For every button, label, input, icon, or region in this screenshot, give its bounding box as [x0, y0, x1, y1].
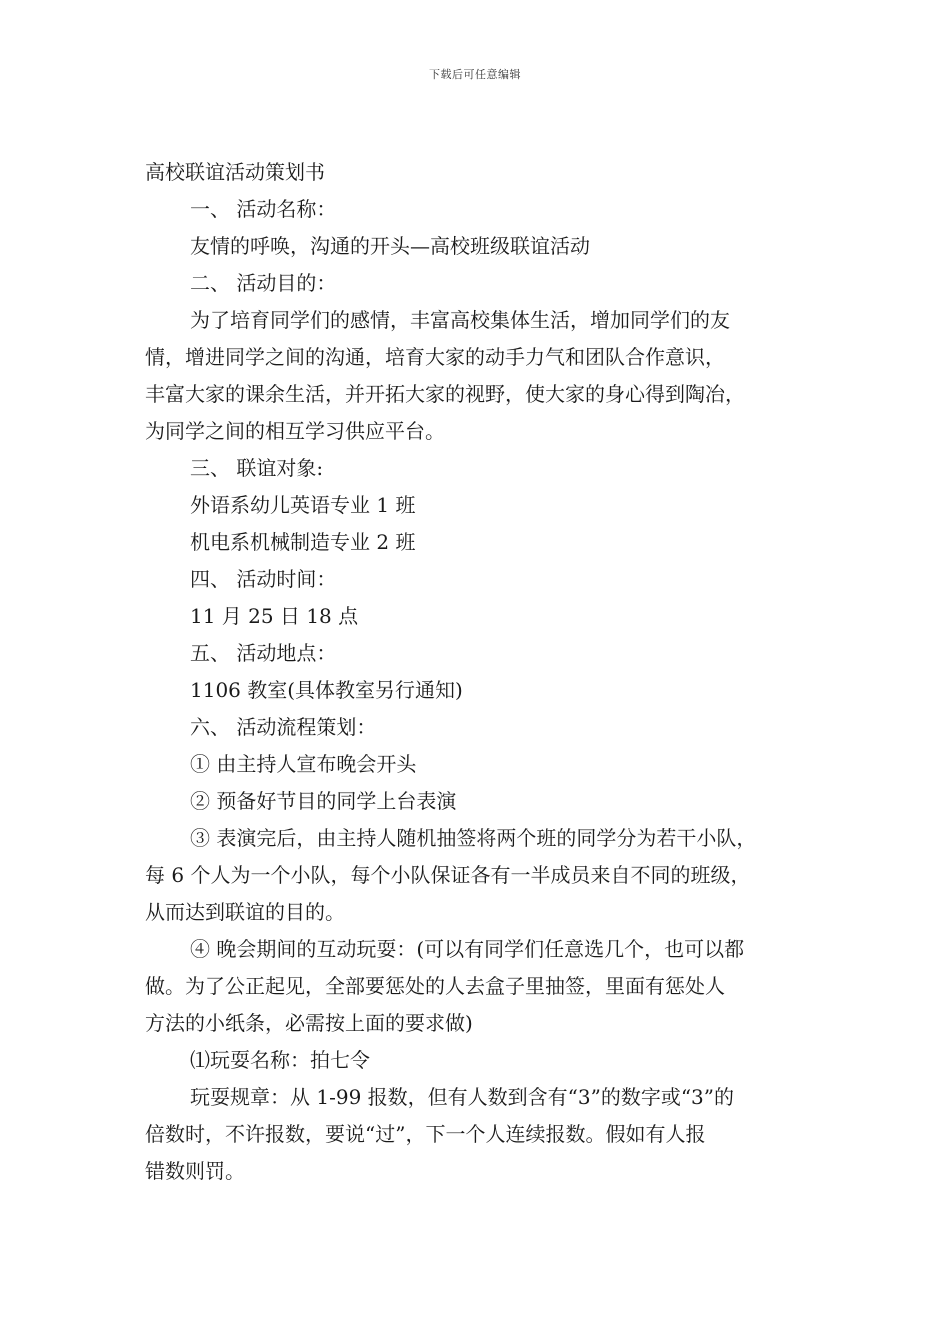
document-line: 四、 活动时间：	[190, 567, 337, 591]
document-line: ⑴玩耍名称：拍七令	[190, 1048, 370, 1072]
document-body	[145, 154, 810, 1190]
document-line: 为了培育同学们的感情，丰富高校集体生活，增加同学们的友	[190, 308, 730, 332]
document-line: 丰富大家的课余生活，并开拓大家的视野，使大家的身心得到陶冶，	[145, 382, 745, 406]
document-line: ② 预备好节目的同学上台表演	[190, 789, 457, 813]
document-line: ① 由主持人宣布晚会开头	[190, 752, 417, 776]
document-line: 机电系机械制造专业 2 班	[190, 530, 416, 554]
document-line: 做。为了公正起见，全部要惩处的人去盒子里抽签，里面有惩处人	[145, 974, 725, 998]
document-title: 高校联谊活动策划书	[145, 160, 325, 184]
document-lines	[145, 191, 810, 1190]
document-line: 玩耍规章：从 1-99 报数，但有人数到含有“3”的数字或“3”的	[190, 1085, 734, 1109]
document-line: 六、 活动流程策划：	[190, 715, 377, 739]
document-line: 方法的小纸条，必需按上面的要求做)	[145, 1011, 473, 1035]
document-line: 友情的呼唤，沟通的开头—高校班级联谊活动	[190, 234, 590, 258]
document-line: 倍数时，不许报数，要说“过”，下一个人连续报数。假如有人报	[145, 1122, 706, 1146]
document-line: 一、 活动名称：	[190, 197, 337, 221]
document-line: 每 6 个人为一个小队，每个小队保证各有一半成员来自不同的班级，	[145, 863, 751, 887]
document-line: 1106 教室(具体教室另行通知)	[190, 678, 463, 702]
document-line: 从而达到联谊的目的。	[145, 900, 345, 924]
document-line: 为同学之间的相互学习供应平台。	[145, 419, 445, 443]
document-line: 错数则罚。	[145, 1159, 245, 1183]
document-line: 五、 活动地点：	[190, 641, 337, 665]
document-line: 三、 联谊对象:	[190, 456, 324, 480]
document-line: ④ 晚会期间的互动玩耍：(可以有同学们任意选几个，也可以都	[190, 937, 745, 961]
document-line: 二、 活动目的：	[190, 271, 337, 295]
document-line: 11 月 25 日 18 点	[190, 604, 359, 628]
document-line: 外语系幼儿英语专业 1 班	[190, 493, 416, 517]
document-line: 情，增进同学之间的沟通，培育大家的动手力气和团队合作意识，	[145, 345, 725, 369]
page-header-note: 下载后可任意编辑	[429, 68, 521, 81]
document-line: ③ 表演完后，由主持人随机抽签将两个班的同学分为若干小队，	[190, 826, 757, 850]
